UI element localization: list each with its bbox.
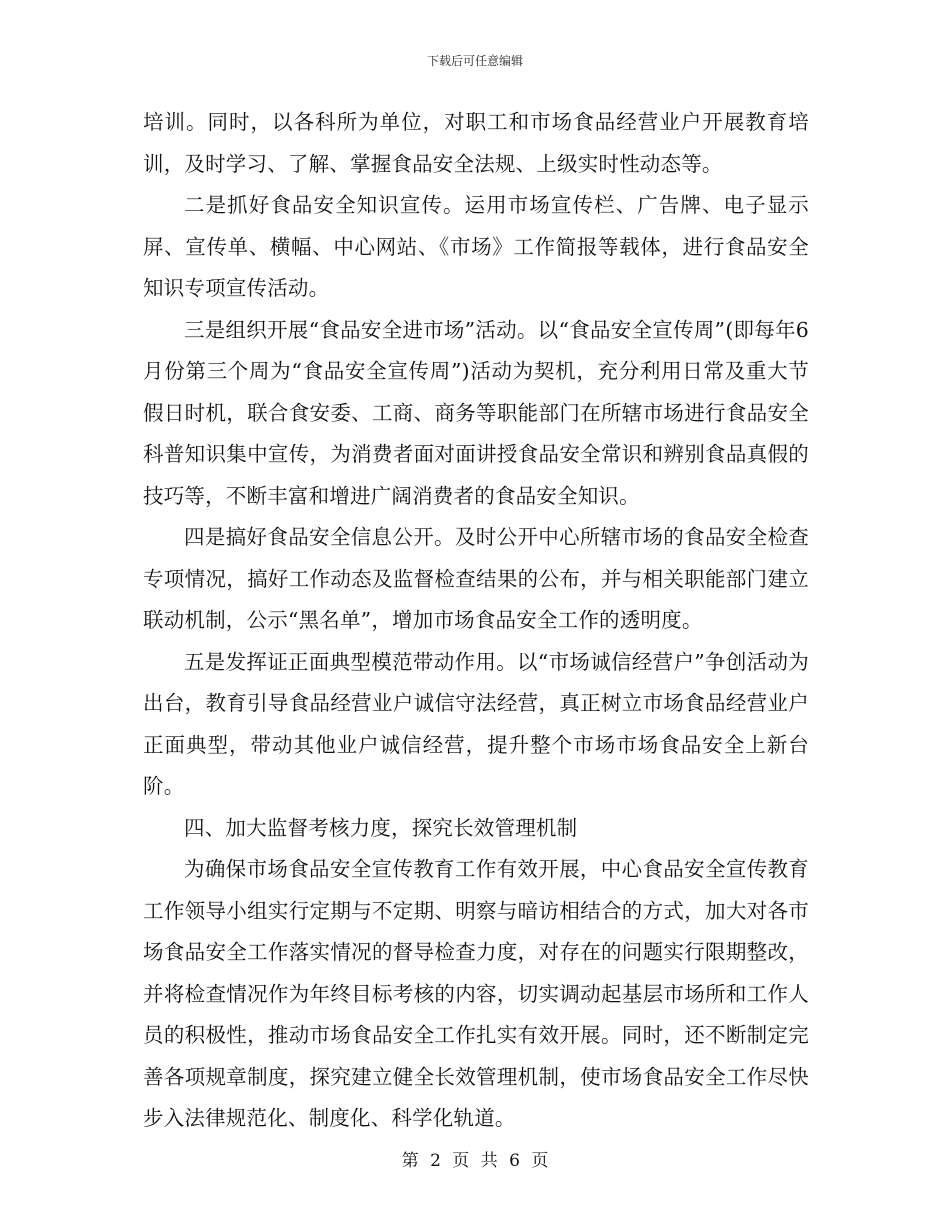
paragraph-2: 二是抓好食品安全知识宣传。运用市场宣传栏、广告牌、电子显示屏、宣传单、横幅、中心网站、《市场》工作简报等载体，进行食品安全知识专项宣传活动。 bbox=[143, 193, 809, 300]
paragraph-3: 三是组织开展“食品安全进市场”活动。以“食品安全宣传周”(即每年6月份第三个周为“食品安全宣传周”)活动为契机，充分利用日常及重大节假日时机，联合食安委、工商、商务等职能部门在所辖市场进行食品安全科普知识集中宣传，为消费者面对面讲授食品安全常识和辨别食品真假的技巧等，不断丰富和增进广阔消费者的食品安全知识。 bbox=[143, 317, 809, 508]
document-body bbox=[143, 102, 809, 1140]
paragraph-5: 五是发挥证正面典型模范带动作用。以“市场诚信经营户”争创活动为出台，教育引导食品经营业户诚信守法经营，真正树立市场食品经营业户正面典型，带动其他业户诚信经营，提升整个市场市场食品安全上新台阶。 bbox=[143, 649, 809, 798]
paragraph-4: 四是搞好食品安全信息公开。及时公开中心所辖市场的食品安全检查专项情况，搞好工作动态及监督检查结果的公布，并与相关职能部门建立联动机制，公示“黑名单”，增加市场食品安全工作的透明度。 bbox=[143, 525, 809, 632]
section-heading: 四、加大监督考核力度，探究长效管理机制 bbox=[184, 815, 578, 840]
paragraph-6: 为确保市场食品安全宣传教育工作有效开展，中心食品安全宣传教育工作领导小组实行定期与不定期、明察与暗访相结合的方式，加大对各市场食品安全工作落实情况的督导检查力度，对存在的问题实行限期整改，并将检查情况作为年终目标考核的内容，切实调动起基层市场所和工作人员的积极性，推动市场食品安全工作扎实有效开展。同时，还不断制定完善各项规章制度，探究建立健全长效管理机制，使市场食品安全工作尽快步入法律规范化、制度化、科学化轨道。 bbox=[143, 857, 809, 1130]
page-footer: 第 2 页 共 6 页 bbox=[401, 1151, 549, 1171]
paragraph-1: 培训。同时，以各科所为单位，对职工和市场食品经营业户开展教育培训，及时学习、了解、掌握食品安全法规、上级实时性动态等。 bbox=[143, 110, 809, 176]
page-header: 下载后可任意编辑 bbox=[426, 54, 523, 68]
